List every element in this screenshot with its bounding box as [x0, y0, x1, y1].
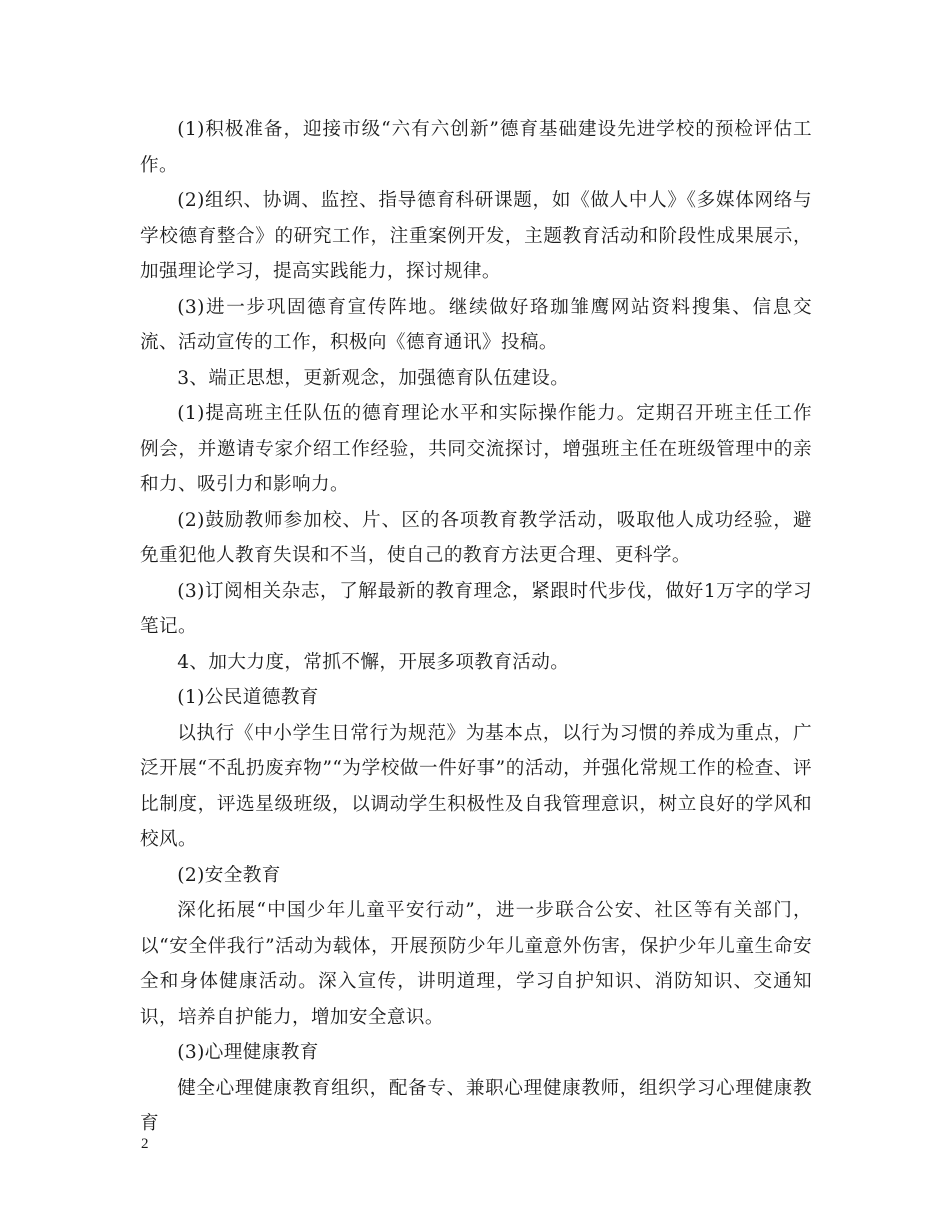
- paragraph-4: (1)提高班主任队伍的德育理论水平和实际操作能力。定期召开班主任工作例会，并邀请专家介绍工作经验，共同交流探讨，增强班主任在班级管理中的亲和力、吸引力和影响力。: [140, 403, 812, 495]
- subheading-civic-education: (1)公民道德教育: [177, 687, 319, 708]
- paragraph-mental-health: 健全心理健康教育组织，配备专、兼职心理健康教师，组织学习心理健康教育: [140, 1077, 812, 1134]
- paragraph-5: (2)鼓励教师参加校、片、区的各项教育教学活动，吸取他人成功经验，避免重犯他人教育失误和不当，使自己的教育方法更合理、更科学。: [140, 509, 812, 566]
- paragraph-2: (2)组织、协调、监控、指导德育科研课题，如《做人中人》《多媒体网络与学校德育整合》的研究工作，注重案例开发，主题教育活动和阶段性成果展示，加强理论学习，提高实践能力，探讨规律。: [140, 190, 812, 282]
- section-heading-3: 3、端正思想，更新观念，加强德育队伍建设。: [177, 367, 570, 389]
- paragraph-1: (1)积极准备，迎接市级“六有六创新”德育基础建设先进学校的预检评估工作。: [140, 119, 812, 176]
- document-body: [140, 112, 812, 1142]
- section-heading-4: 4、加大力度，常抓不懈，开展多项教育活动。: [177, 651, 570, 673]
- paragraph-6: (3)订阅相关杂志，了解最新的教育理念，紧跟时代步伐，做好1万字的学习笔记。: [140, 580, 812, 637]
- subheading-safety-education: (2)安全教育: [177, 864, 281, 886]
- page-number: 2: [141, 1136, 149, 1152]
- paragraph-3: (3)进一步巩固德育宣传阵地。继续做好珞珈雏鹰网站资料搜集、信息交流、活动宣传的工作，积极向《德育通讯》投稿。: [140, 296, 812, 353]
- paragraph-safety-education: 深化拓展“中国少年儿童平安行动”，进一步联合公安、社区等有关部门，以“安全伴我行”活动为载体，开展预防少年儿童意外伤害，保护少年儿童生命安全和身体健康活动。深入宣传，讲明道理，学习自护知识、消防知识、交通知识，培养自护能力，增加安全意识。: [140, 900, 812, 1028]
- subheading-mental-health: (3)心理健康教育: [177, 1042, 319, 1063]
- paragraph-civic-education: 以执行《中小学生日常行为规范》为基本点，以行为习惯的养成为重点，广泛开展“不乱扔废弃物”“为学校做一件好事”的活动，并强化常规工作的检查、评比制度，评选星级班级，以调动学生积极性及自我管理意识，树立良好的学风和校风。: [140, 722, 812, 850]
